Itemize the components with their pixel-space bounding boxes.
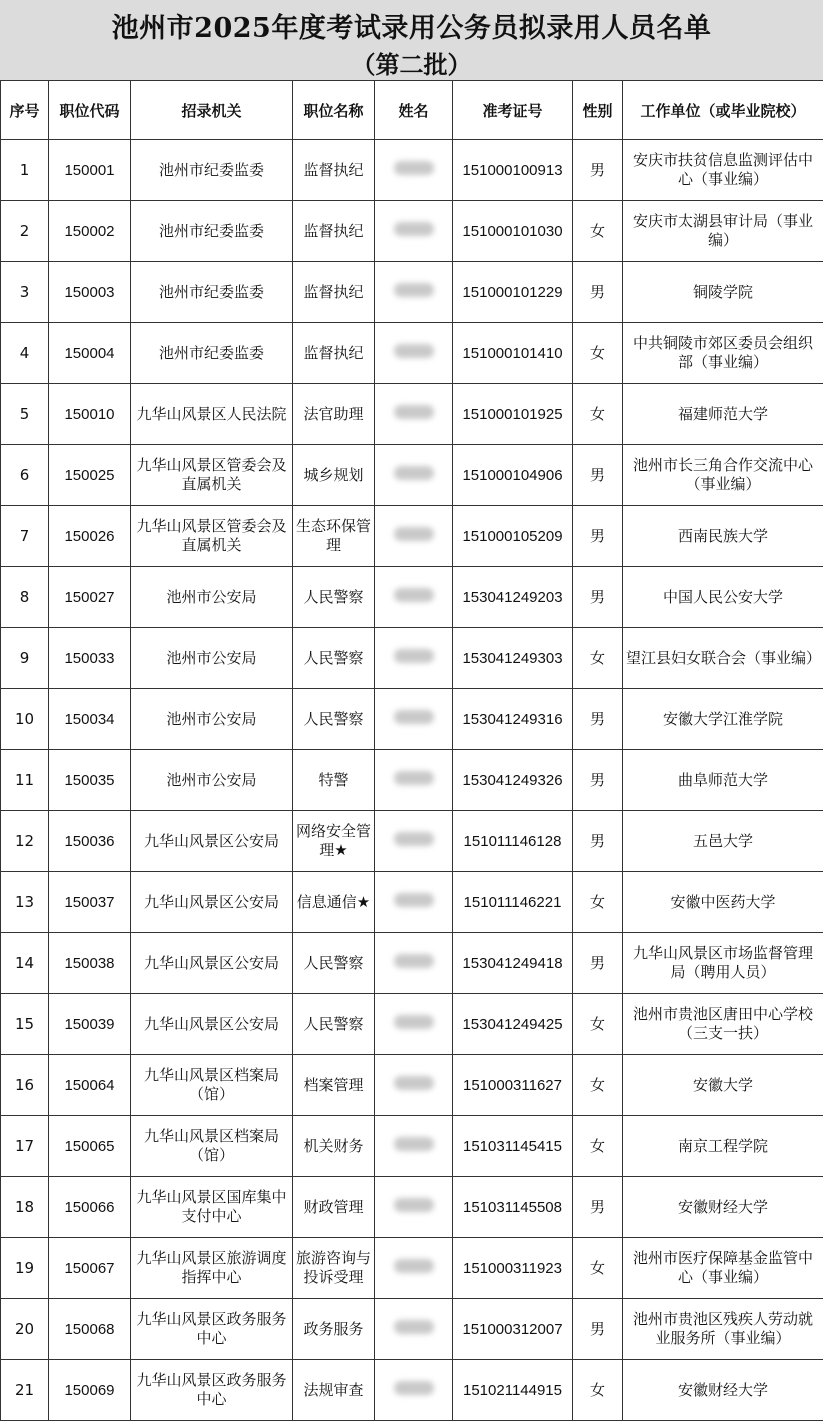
cell-position: 监督执纪 bbox=[293, 201, 375, 262]
cell-code: 150034 bbox=[49, 689, 131, 750]
table-row bbox=[1, 872, 823, 933]
redacted-name bbox=[394, 1259, 434, 1273]
cell-exam-no: 153041249425 bbox=[453, 994, 573, 1055]
cell-position: 监督执纪 bbox=[293, 262, 375, 323]
cell-code: 150037 bbox=[49, 872, 131, 933]
cell-gender: 女 bbox=[573, 1238, 623, 1299]
header-agency: 招录机关 bbox=[131, 81, 293, 140]
cell-gender: 男 bbox=[573, 689, 623, 750]
redacted-name bbox=[394, 283, 434, 297]
cell-exam-no: 153041249203 bbox=[453, 567, 573, 628]
cell-num: 11 bbox=[1, 750, 49, 811]
cell-num: 10 bbox=[1, 689, 49, 750]
cell-workplace: 南京工程学院 bbox=[623, 1116, 823, 1177]
cell-gender: 女 bbox=[573, 323, 623, 384]
table-row bbox=[1, 201, 823, 262]
cell-workplace: 铜陵学院 bbox=[623, 262, 823, 323]
cell-exam-no: 151021144915 bbox=[453, 1360, 573, 1421]
table-row bbox=[1, 567, 823, 628]
cell-agency: 九华山风景区档案局（馆） bbox=[131, 1116, 293, 1177]
table-row bbox=[1, 933, 823, 994]
cell-exam-no: 151000105209 bbox=[453, 506, 573, 567]
redacted-name bbox=[394, 588, 434, 602]
cell-name-redacted bbox=[375, 323, 453, 384]
cell-num: 3 bbox=[1, 262, 49, 323]
cell-position: 人民警察 bbox=[293, 567, 375, 628]
cell-num: 1 bbox=[1, 140, 49, 201]
redacted-name bbox=[394, 710, 434, 724]
cell-agency: 九华山风景区旅游调度指挥中心 bbox=[131, 1238, 293, 1299]
table-row bbox=[1, 323, 823, 384]
header-name: 姓名 bbox=[375, 81, 453, 140]
header-position: 职位名称 bbox=[293, 81, 375, 140]
cell-gender: 男 bbox=[573, 262, 623, 323]
cell-name-redacted bbox=[375, 445, 453, 506]
header-workplace: 工作单位（或毕业院校） bbox=[623, 81, 823, 140]
cell-position: 人民警察 bbox=[293, 689, 375, 750]
cell-agency: 九华山风景区管委会及直属机关 bbox=[131, 445, 293, 506]
redacted-name bbox=[394, 405, 434, 419]
cell-agency: 九华山风景区政务服务中心 bbox=[131, 1360, 293, 1421]
cell-name-redacted bbox=[375, 1116, 453, 1177]
cell-name-redacted bbox=[375, 140, 453, 201]
table-row bbox=[1, 811, 823, 872]
redacted-name bbox=[394, 1137, 434, 1151]
cell-num: 12 bbox=[1, 811, 49, 872]
cell-gender: 女 bbox=[573, 1360, 623, 1421]
cell-position: 网络安全管理★ bbox=[293, 811, 375, 872]
cell-position: 机关财务 bbox=[293, 1116, 375, 1177]
cell-name-redacted bbox=[375, 994, 453, 1055]
cell-agency: 池州市公安局 bbox=[131, 567, 293, 628]
redacted-name bbox=[394, 161, 434, 175]
cell-workplace: 池州市医疗保障基金监管中心（事业编） bbox=[623, 1238, 823, 1299]
cell-gender: 女 bbox=[573, 1116, 623, 1177]
cell-gender: 男 bbox=[573, 567, 623, 628]
cell-agency: 九华山风景区公安局 bbox=[131, 872, 293, 933]
cell-exam-no: 151000104906 bbox=[453, 445, 573, 506]
cell-num: 19 bbox=[1, 1238, 49, 1299]
document-title: 池州市2025年度考试录用公务员拟录用人员名单 bbox=[0, 6, 823, 45]
cell-workplace: 安徽财经大学 bbox=[623, 1177, 823, 1238]
cell-code: 150036 bbox=[49, 811, 131, 872]
header-code: 职位代码 bbox=[49, 81, 131, 140]
cell-exam-no: 151000101030 bbox=[453, 201, 573, 262]
redacted-name bbox=[394, 832, 434, 846]
cell-gender: 女 bbox=[573, 994, 623, 1055]
cell-workplace: 中国人民公安大学 bbox=[623, 567, 823, 628]
table-row bbox=[1, 262, 823, 323]
cell-code: 150038 bbox=[49, 933, 131, 994]
table-row bbox=[1, 1116, 823, 1177]
cell-agency: 池州市公安局 bbox=[131, 689, 293, 750]
cell-position: 生态环保管理 bbox=[293, 506, 375, 567]
cell-exam-no: 153041249316 bbox=[453, 689, 573, 750]
cell-agency: 九华山风景区人民法院 bbox=[131, 384, 293, 445]
cell-exam-no: 151000312007 bbox=[453, 1299, 573, 1360]
cell-exam-no: 151031145415 bbox=[453, 1116, 573, 1177]
cell-exam-no: 151011146128 bbox=[453, 811, 573, 872]
table-row bbox=[1, 140, 823, 201]
table-row bbox=[1, 445, 823, 506]
cell-name-redacted bbox=[375, 1299, 453, 1360]
cell-workplace: 西南民族大学 bbox=[623, 506, 823, 567]
cell-code: 150025 bbox=[49, 445, 131, 506]
redacted-name bbox=[394, 1381, 434, 1395]
table-row bbox=[1, 1360, 823, 1421]
cell-gender: 男 bbox=[573, 140, 623, 201]
cell-exam-no: 151031145508 bbox=[453, 1177, 573, 1238]
cell-workplace: 安庆市太湖县审计局（事业编） bbox=[623, 201, 823, 262]
cell-position: 人民警察 bbox=[293, 994, 375, 1055]
cell-code: 150069 bbox=[49, 1360, 131, 1421]
cell-workplace: 安徽中医药大学 bbox=[623, 872, 823, 933]
cell-position: 法官助理 bbox=[293, 384, 375, 445]
cell-agency: 九华山风景区管委会及直属机关 bbox=[131, 506, 293, 567]
cell-code: 150066 bbox=[49, 1177, 131, 1238]
cell-exam-no: 153041249418 bbox=[453, 933, 573, 994]
cell-gender: 女 bbox=[573, 1055, 623, 1116]
cell-workplace: 望江县妇女联合会（事业编） bbox=[623, 628, 823, 689]
cell-position: 人民警察 bbox=[293, 628, 375, 689]
redacted-name bbox=[394, 1320, 434, 1334]
cell-agency: 池州市纪委监委 bbox=[131, 323, 293, 384]
table-row bbox=[1, 506, 823, 567]
cell-agency: 九华山风景区档案局（馆） bbox=[131, 1055, 293, 1116]
cell-agency: 九华山风景区国库集中支付中心 bbox=[131, 1177, 293, 1238]
cell-position: 监督执纪 bbox=[293, 323, 375, 384]
cell-position: 政务服务 bbox=[293, 1299, 375, 1360]
cell-name-redacted bbox=[375, 1238, 453, 1299]
cell-agency: 九华山风景区政务服务中心 bbox=[131, 1299, 293, 1360]
cell-workplace: 池州市贵池区残疾人劳动就业服务所（事业编） bbox=[623, 1299, 823, 1360]
cell-workplace: 池州市贵池区唐田中心学校（三支一扶） bbox=[623, 994, 823, 1055]
cell-num: 6 bbox=[1, 445, 49, 506]
table-row bbox=[1, 1238, 823, 1299]
cell-agency: 池州市纪委监委 bbox=[131, 262, 293, 323]
cell-name-redacted bbox=[375, 689, 453, 750]
cell-num: 13 bbox=[1, 872, 49, 933]
cell-name-redacted bbox=[375, 811, 453, 872]
cell-workplace: 曲阜师范大学 bbox=[623, 750, 823, 811]
cell-name-redacted bbox=[375, 872, 453, 933]
cell-exam-no: 151011146221 bbox=[453, 872, 573, 933]
cell-position: 旅游咨询与投诉受理 bbox=[293, 1238, 375, 1299]
cell-code: 150067 bbox=[49, 1238, 131, 1299]
redacted-name bbox=[394, 466, 434, 480]
header-gender: 性别 bbox=[573, 81, 623, 140]
table-row bbox=[1, 628, 823, 689]
cell-num: 18 bbox=[1, 1177, 49, 1238]
cell-code: 150004 bbox=[49, 323, 131, 384]
table-row bbox=[1, 1177, 823, 1238]
redacted-name bbox=[394, 1015, 434, 1029]
cell-code: 150064 bbox=[49, 1055, 131, 1116]
table-row bbox=[1, 689, 823, 750]
redacted-name bbox=[394, 1198, 434, 1212]
cell-workplace: 九华山风景区市场监督管理局（聘用人员） bbox=[623, 933, 823, 994]
cell-agency: 九华山风景区公安局 bbox=[131, 811, 293, 872]
cell-num: 20 bbox=[1, 1299, 49, 1360]
cell-name-redacted bbox=[375, 933, 453, 994]
cell-workplace: 安徽财经大学 bbox=[623, 1360, 823, 1421]
cell-agency: 九华山风景区公安局 bbox=[131, 933, 293, 994]
cell-exam-no: 153041249303 bbox=[453, 628, 573, 689]
cell-gender: 男 bbox=[573, 506, 623, 567]
cell-name-redacted bbox=[375, 262, 453, 323]
cell-agency: 池州市公安局 bbox=[131, 628, 293, 689]
cell-num: 4 bbox=[1, 323, 49, 384]
cell-gender: 男 bbox=[573, 933, 623, 994]
cell-gender: 男 bbox=[573, 1177, 623, 1238]
table-row bbox=[1, 1299, 823, 1360]
cell-code: 150065 bbox=[49, 1116, 131, 1177]
cell-code: 150033 bbox=[49, 628, 131, 689]
cell-workplace: 安徽大学江淮学院 bbox=[623, 689, 823, 750]
cell-exam-no: 151000101925 bbox=[453, 384, 573, 445]
cell-agency: 池州市纪委监委 bbox=[131, 140, 293, 201]
cell-workplace: 池州市长三角合作交流中心（事业编） bbox=[623, 445, 823, 506]
cell-code: 150010 bbox=[49, 384, 131, 445]
cell-gender: 男 bbox=[573, 445, 623, 506]
cell-num: 17 bbox=[1, 1116, 49, 1177]
cell-gender: 男 bbox=[573, 1299, 623, 1360]
cell-name-redacted bbox=[375, 201, 453, 262]
cell-code: 150068 bbox=[49, 1299, 131, 1360]
cell-name-redacted bbox=[375, 1177, 453, 1238]
cell-gender: 男 bbox=[573, 811, 623, 872]
cell-gender: 女 bbox=[573, 201, 623, 262]
cell-position: 城乡规划 bbox=[293, 445, 375, 506]
document-header bbox=[0, 0, 823, 81]
cell-position: 监督执纪 bbox=[293, 140, 375, 201]
cell-position: 法规审查 bbox=[293, 1360, 375, 1421]
cell-num: 21 bbox=[1, 1360, 49, 1421]
cell-num: 16 bbox=[1, 1055, 49, 1116]
cell-name-redacted bbox=[375, 1360, 453, 1421]
cell-exam-no: 151000100913 bbox=[453, 140, 573, 201]
cell-exam-no: 151000101410 bbox=[453, 323, 573, 384]
cell-agency: 池州市公安局 bbox=[131, 750, 293, 811]
cell-exam-no: 151000311627 bbox=[453, 1055, 573, 1116]
cell-num: 5 bbox=[1, 384, 49, 445]
cell-name-redacted bbox=[375, 628, 453, 689]
cell-position: 特警 bbox=[293, 750, 375, 811]
table-header-row bbox=[1, 81, 823, 140]
table-row bbox=[1, 1055, 823, 1116]
redacted-name bbox=[394, 893, 434, 907]
cell-name-redacted bbox=[375, 1055, 453, 1116]
cell-agency: 池州市纪委监委 bbox=[131, 201, 293, 262]
cell-num: 15 bbox=[1, 994, 49, 1055]
cell-num: 9 bbox=[1, 628, 49, 689]
cell-position: 档案管理 bbox=[293, 1055, 375, 1116]
header-exam-no: 准考证号 bbox=[453, 81, 573, 140]
cell-code: 150026 bbox=[49, 506, 131, 567]
table-row bbox=[1, 994, 823, 1055]
cell-workplace: 安徽大学 bbox=[623, 1055, 823, 1116]
redacted-name bbox=[394, 527, 434, 541]
cell-code: 150002 bbox=[49, 201, 131, 262]
redacted-name bbox=[394, 771, 434, 785]
cell-name-redacted bbox=[375, 506, 453, 567]
cell-num: 8 bbox=[1, 567, 49, 628]
cell-gender: 女 bbox=[573, 628, 623, 689]
cell-name-redacted bbox=[375, 750, 453, 811]
cell-exam-no: 151000101229 bbox=[453, 262, 573, 323]
cell-position: 人民警察 bbox=[293, 933, 375, 994]
cell-code: 150039 bbox=[49, 994, 131, 1055]
document-subtitle: （第二批） bbox=[0, 45, 823, 80]
redacted-name bbox=[394, 344, 434, 358]
cell-code: 150003 bbox=[49, 262, 131, 323]
candidate-table bbox=[0, 80, 823, 1421]
cell-gender: 男 bbox=[573, 750, 623, 811]
redacted-name bbox=[394, 222, 434, 236]
cell-name-redacted bbox=[375, 567, 453, 628]
cell-workplace: 安庆市扶贫信息监测评估中心（事业编） bbox=[623, 140, 823, 201]
cell-code: 150027 bbox=[49, 567, 131, 628]
cell-gender: 女 bbox=[573, 872, 623, 933]
redacted-name bbox=[394, 649, 434, 663]
cell-workplace: 福建师范大学 bbox=[623, 384, 823, 445]
cell-code: 150001 bbox=[49, 140, 131, 201]
table-row bbox=[1, 384, 823, 445]
cell-agency: 九华山风景区公安局 bbox=[131, 994, 293, 1055]
cell-position: 财政管理 bbox=[293, 1177, 375, 1238]
cell-workplace: 中共铜陵市郊区委员会组织部（事业编） bbox=[623, 323, 823, 384]
cell-num: 7 bbox=[1, 506, 49, 567]
cell-num: 14 bbox=[1, 933, 49, 994]
cell-position: 信息通信★ bbox=[293, 872, 375, 933]
cell-name-redacted bbox=[375, 384, 453, 445]
cell-workplace: 五邑大学 bbox=[623, 811, 823, 872]
redacted-name bbox=[394, 1076, 434, 1090]
cell-gender: 女 bbox=[573, 384, 623, 445]
table-row bbox=[1, 750, 823, 811]
cell-num: 2 bbox=[1, 201, 49, 262]
cell-exam-no: 151000311923 bbox=[453, 1238, 573, 1299]
header-num: 序号 bbox=[1, 81, 49, 140]
cell-exam-no: 153041249326 bbox=[453, 750, 573, 811]
redacted-name bbox=[394, 954, 434, 968]
table-body bbox=[1, 140, 823, 1421]
cell-code: 150035 bbox=[49, 750, 131, 811]
